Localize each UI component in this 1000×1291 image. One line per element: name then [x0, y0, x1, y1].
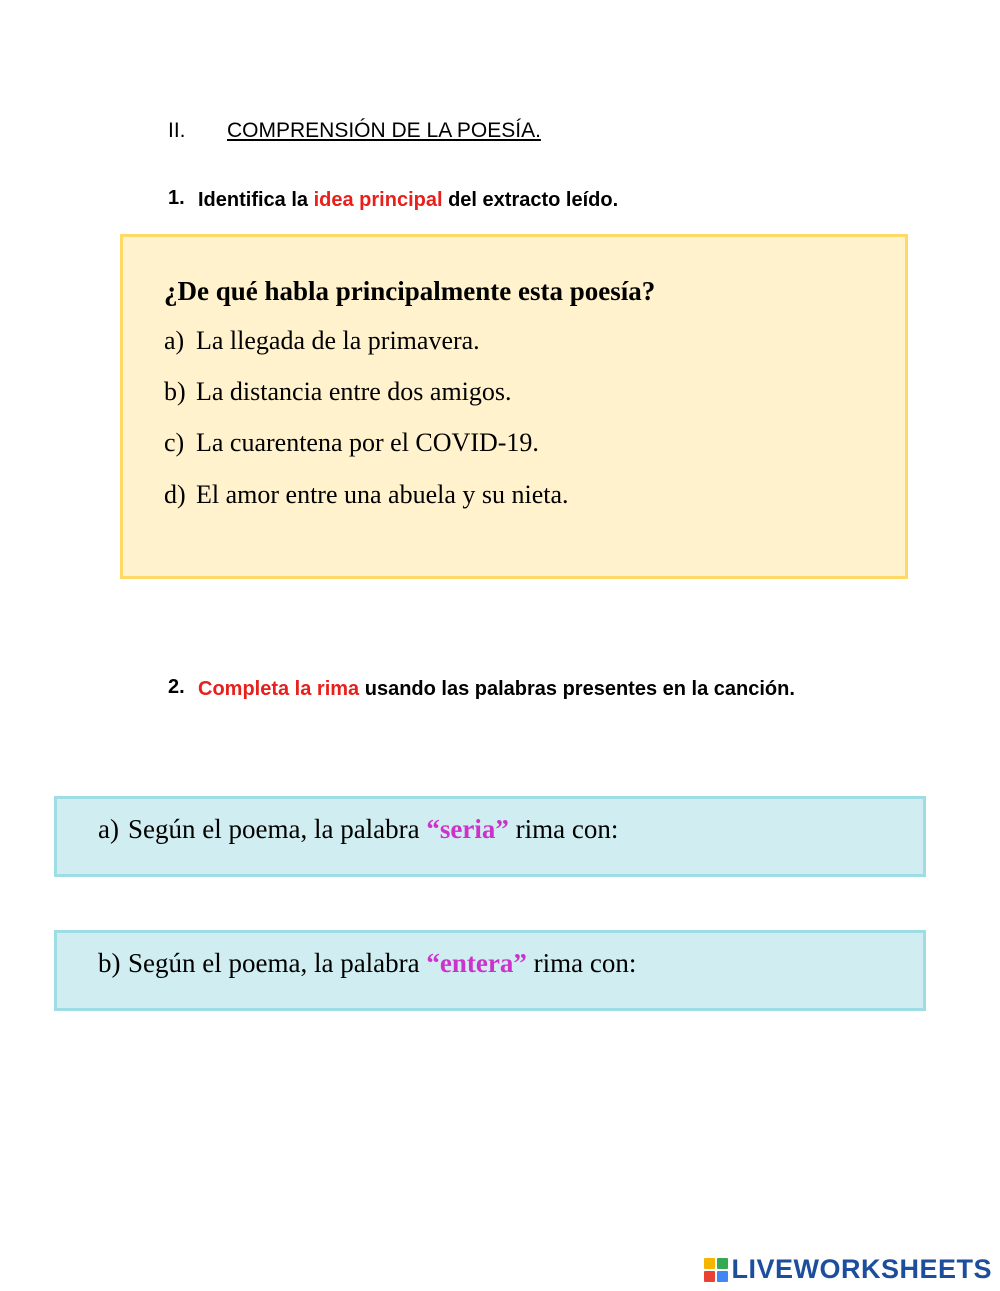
- rhyme-text-before: Según el poema, la palabra: [128, 948, 427, 978]
- liveworksheets-logo[interactable]: [704, 1254, 992, 1285]
- option-letter: b): [164, 377, 186, 406]
- option-text: El amor entre una abuela y su nieta.: [196, 480, 569, 509]
- question-1-text-before: Identifica la: [198, 189, 314, 211]
- section-number: II.: [168, 119, 186, 142]
- question-2-text-after: usando las palabras presentes en la canción.: [359, 678, 795, 700]
- question-1-number: 1.: [168, 187, 185, 209]
- question-2-text: [198, 672, 798, 706]
- rhyme-text-after: rima con:: [508, 814, 619, 844]
- multiple-choice-question: ¿De qué habla principalmente esta poesía?: [164, 276, 656, 306]
- question-1-text-after: del extracto leído.: [442, 189, 619, 211]
- option-letter: d): [164, 480, 186, 509]
- rhyme-prompt-a: [98, 814, 618, 845]
- option-text: La distancia entre dos amigos.: [196, 377, 512, 406]
- option-d[interactable]: [164, 480, 569, 510]
- rhyme-keyword: “seria”: [426, 814, 509, 844]
- rhyme-text-after: rima con:: [526, 948, 637, 978]
- option-letter: a): [164, 326, 185, 355]
- option-b[interactable]: [164, 377, 512, 407]
- question-1-text: [198, 183, 898, 217]
- rhyme-letter: a): [98, 814, 119, 844]
- option-c[interactable]: [164, 428, 539, 458]
- rhyme-keyword: “entera”: [426, 948, 527, 978]
- liveworksheets-icon: [704, 1258, 728, 1282]
- option-letter: c): [164, 428, 185, 457]
- question-2-number: 2.: [168, 676, 185, 698]
- section-title: COMPRENSIÓN DE LA POESÍA.: [227, 119, 541, 142]
- option-text: La llegada de la primavera.: [196, 326, 480, 355]
- rhyme-text-before: Según el poema, la palabra: [128, 814, 427, 844]
- rhyme-prompt-b: [98, 948, 636, 979]
- logo-text: LIVEWORKSHEETS: [731, 1254, 992, 1284]
- question-2-highlight: Completa la rima: [198, 678, 360, 700]
- rhyme-letter: b): [98, 948, 121, 978]
- option-text: La cuarentena por el COVID-19.: [196, 428, 539, 457]
- option-a[interactable]: [164, 326, 480, 356]
- question-1-highlight: idea principal: [313, 189, 443, 211]
